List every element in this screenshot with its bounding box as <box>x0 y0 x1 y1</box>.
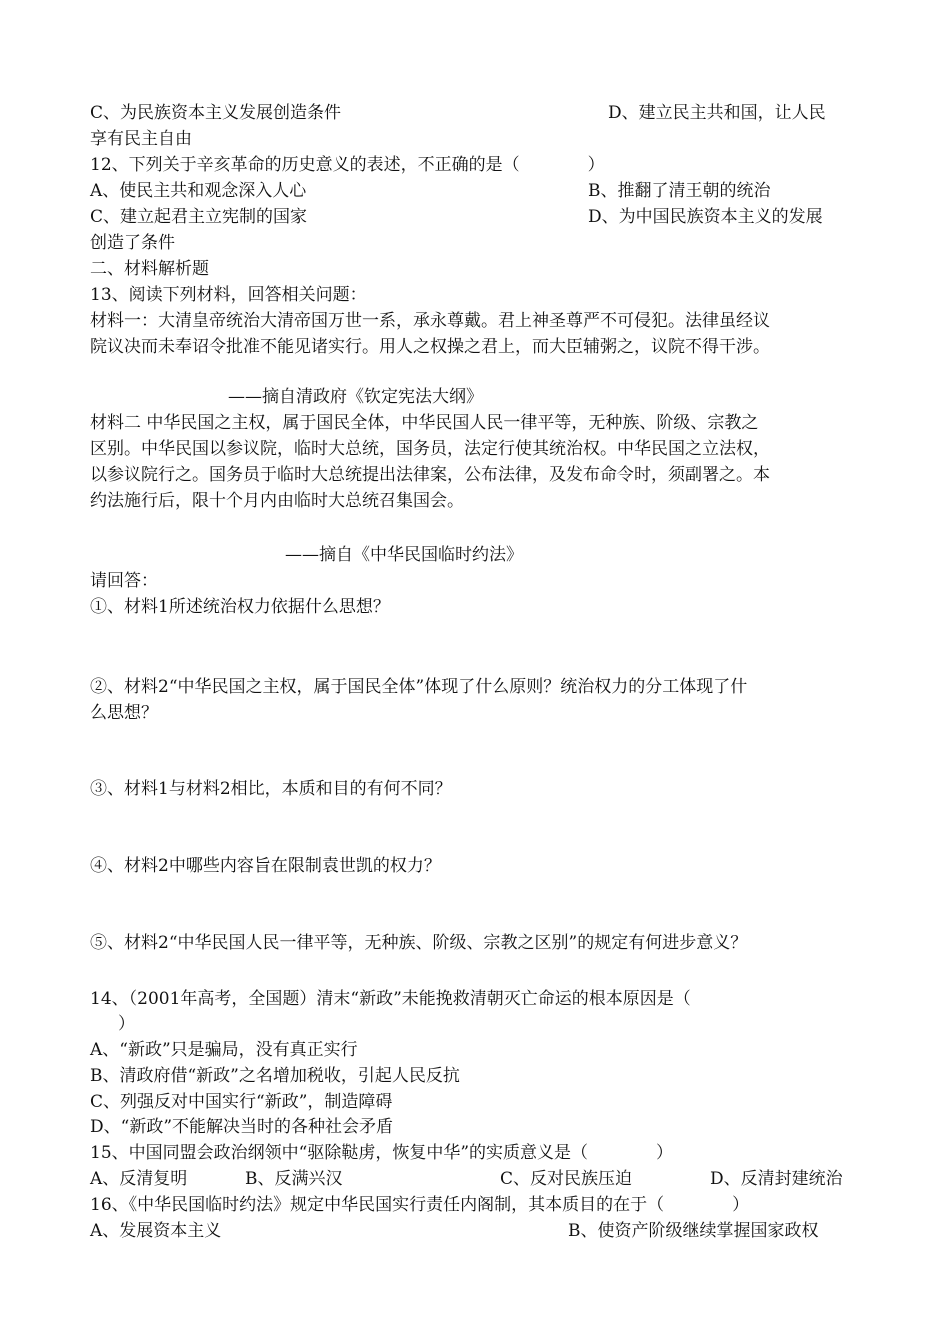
q14-option-c: C、列强反对中国实行“新政”，制造障碍 <box>90 1092 393 1112</box>
q13-subquestion-2: ②、材料2“中华民国之主权，属于国民全体”体现了什么原则？统治权力的分工体现了什 <box>90 677 748 697</box>
q14-stem: 14、（2001年高考，全国题）清末“新政”未能挽救清朝灭亡命运的根本原因是（ <box>90 989 691 1009</box>
q12-option-d: D、为中国民族资本主义的发展 <box>588 207 823 227</box>
q11-option-c: C、为民族资本主义发展创造条件 <box>90 103 342 123</box>
q16-stem: 16、《中华民国临时约法》规定中华民国实行责任内阁制，其本质目的在于（ ） <box>90 1195 750 1215</box>
material2-line: 以参议院行之。国务员于临时大总统提出法律案，公布法律，及发布命令时，须副署之。本 <box>90 465 770 485</box>
q15-option-b: B、反满兴汉 <box>245 1169 343 1189</box>
section-heading: 二、材料解析题 <box>90 259 209 279</box>
q14-option-b: B、清政府借“新政”之名增加税收，引起人民反抗 <box>90 1066 460 1086</box>
q13-subquestion-4: ④、材料2中哪些内容旨在限制袁世凯的权力？ <box>90 856 441 876</box>
answer-prompt: 请回答： <box>90 571 158 591</box>
material2-line: 材料二 中华民国之主权，属于国民全体，中华民国人民一律平等，无种族、阶级、宗教之 <box>90 413 759 433</box>
q13-subquestion-1: ①、材料1所述统治权力依据什么思想？ <box>90 597 390 617</box>
material1-line: 院议决而未奉诏令批准不能见诸实行。用人之权操之君上，而大臣辅粥之，议院不得干涉。 <box>90 337 770 357</box>
q13-subquestion-3: ③、材料1与材料2相比，本质和目的有何不同？ <box>90 779 452 799</box>
q13-subquestion-5: ⑤、材料2“中华民国人民一律平等，无种族、阶级、宗教之区别”的规定有何进步意义？ <box>90 933 748 953</box>
q15-stem: 15、中国同盟会政治纲领中“驱除鞑虏，恢复中华”的实质意义是（ ） <box>90 1143 674 1163</box>
q15-option-a: A、反清复明 <box>90 1169 188 1189</box>
material2-source: ——摘自《中华民国临时约法》 <box>285 545 523 565</box>
q13-subquestion-2-cont: 么思想？ <box>90 703 158 723</box>
q13-stem: 13、阅读下列材料，回答相关问题： <box>90 285 367 305</box>
q12-option-d-cont: 创造了条件 <box>90 233 175 253</box>
q11-option-d-cont: 享有民主自由 <box>90 129 192 149</box>
material2-line: 区别。中华民国以参议院，临时大总统，国务员，法定行使其统治权。中华民国之立法权， <box>90 439 770 459</box>
q16-option-b: B、使资产阶级继续掌握国家政权 <box>568 1221 819 1241</box>
q11-option-d: D、建立民主共和国，让人民 <box>608 103 826 123</box>
q14-option-a: A、“新政”只是骗局，没有真正实行 <box>90 1040 358 1060</box>
q14-option-d: D、“新政”不能解决当时的各种社会矛盾 <box>90 1117 394 1137</box>
material2-line: 约法施行后，限十个月内由临时大总统召集国会。 <box>90 491 464 511</box>
q12-option-a: A、使民主共和观念深入人心 <box>90 181 307 201</box>
material1-line: 材料一：大清皇帝统治大清帝国万世一系，承永尊戴。君上神圣尊严不可侵犯。法律虽经议 <box>90 311 770 331</box>
q14-stem-cont: ） <box>118 1014 135 1034</box>
q15-option-c: C、反对民族压迫 <box>500 1169 633 1189</box>
q15-option-d: D、反清封建统治 <box>710 1169 843 1189</box>
material1-source: ——摘自清政府《钦定宪法大纲》 <box>228 387 483 407</box>
q16-option-a: A、发展资本主义 <box>90 1221 222 1241</box>
q12-option-b: B、推翻了清王朝的统治 <box>588 181 771 201</box>
q12-stem: 12、下列关于辛亥革命的历史意义的表述，不正确的是（ ） <box>90 155 605 175</box>
q12-option-c: C、建立起君主立宪制的国家 <box>90 207 308 227</box>
